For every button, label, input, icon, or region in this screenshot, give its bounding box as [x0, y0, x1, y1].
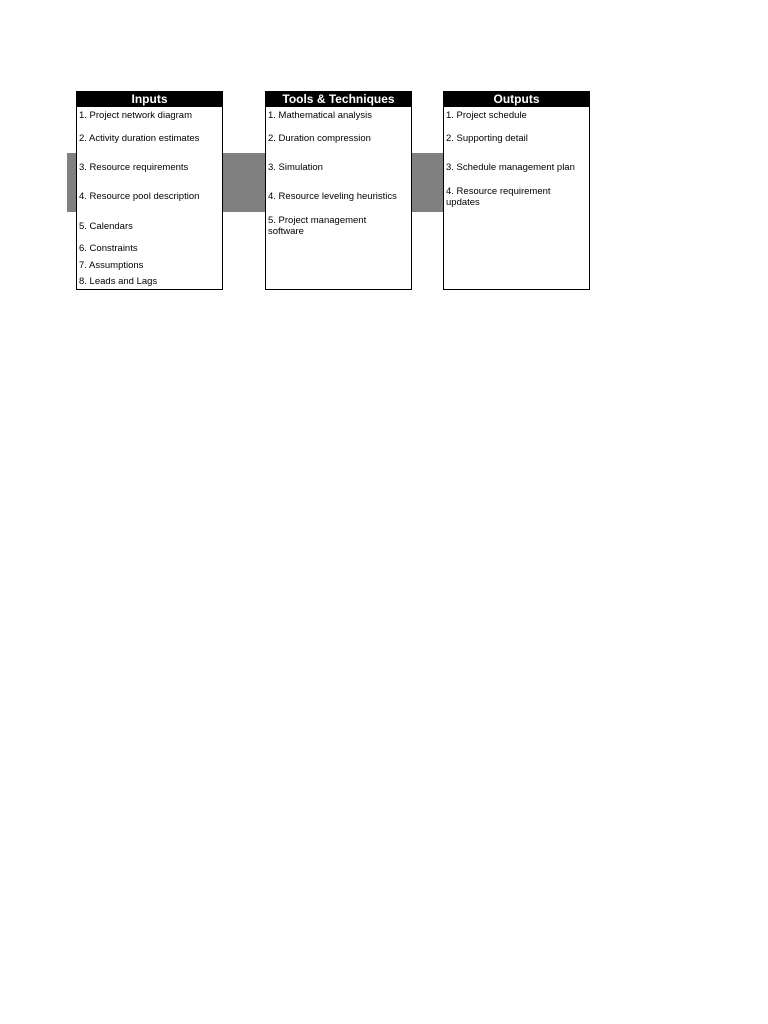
outputs-item: 2. Supporting detail	[446, 133, 528, 144]
tools-item: 4. Resource leveling heuristics	[268, 191, 397, 202]
inputs-item: 6. Constraints	[79, 243, 138, 254]
inputs-box	[76, 91, 223, 290]
outputs-item: 1. Project schedule	[446, 110, 527, 121]
outputs-item: 4. Resource requirement updates	[446, 186, 551, 208]
inputs-item: 7. Assumptions	[79, 260, 144, 271]
inputs-item: 8. Leads and Lags	[79, 276, 158, 287]
outputs-item: 3. Schedule management plan	[446, 162, 575, 173]
inputs-item: 1. Project network diagram	[79, 110, 192, 121]
tools-techniques-header: Tools & Techniques	[266, 92, 411, 107]
inputs-header: Inputs	[77, 92, 222, 107]
inputs-item: 5. Calendars	[79, 221, 133, 232]
tools-item: 2. Duration compression	[268, 133, 371, 144]
outputs-header: Outputs	[444, 92, 589, 107]
inputs-item: 2. Activity duration estimates	[79, 133, 200, 144]
tools-item: 1. Mathematical analysis	[268, 110, 373, 121]
tools-item: 3. Simulation	[268, 162, 323, 173]
inputs-item: 3. Resource requirements	[79, 162, 189, 173]
outputs-box	[443, 91, 590, 290]
connector-band-right	[411, 153, 443, 212]
tools-item: 5. Project management software	[268, 215, 367, 237]
inputs-item: 4. Resource pool description	[79, 191, 200, 202]
tools-techniques-box	[265, 91, 412, 290]
connector-band-middle	[222, 153, 265, 212]
